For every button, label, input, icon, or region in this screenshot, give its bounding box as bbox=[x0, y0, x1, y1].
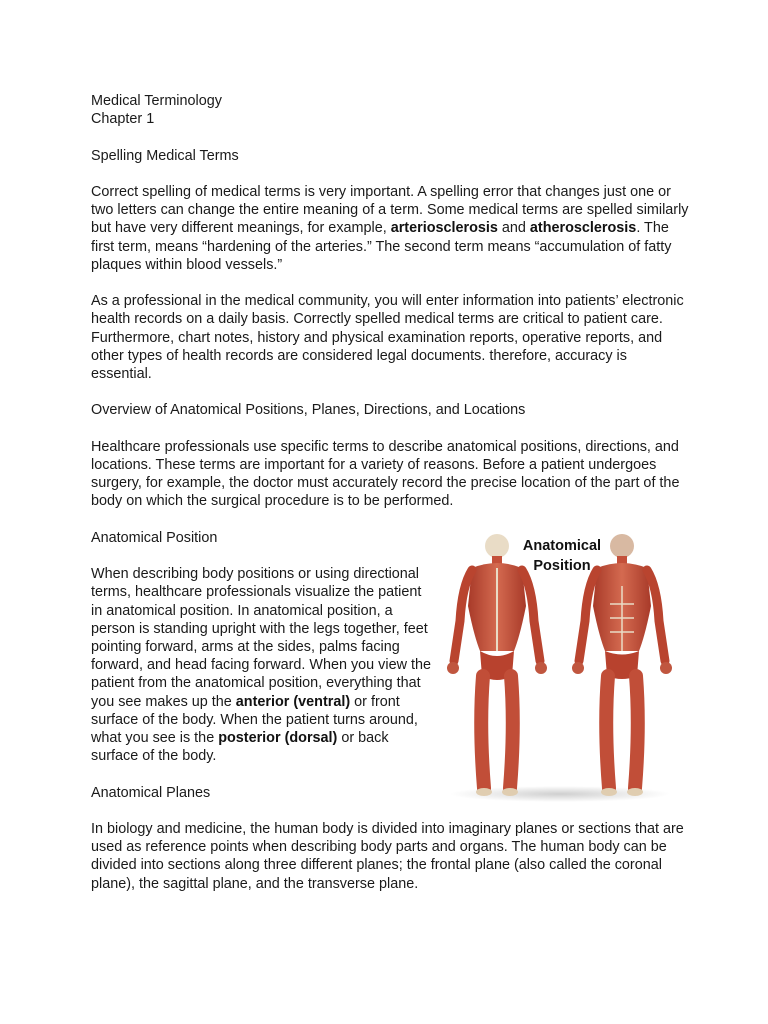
text-span: and bbox=[497, 220, 530, 237]
figure-label-line1: Anatomical bbox=[522, 538, 602, 554]
paragraph-anatomical-position bbox=[91, 565, 431, 765]
paragraph-spelling-1 bbox=[91, 183, 691, 274]
heading-anatomical-planes: Anatomical Planes bbox=[91, 784, 211, 801]
heading-spelling: Spelling Medical Terms bbox=[91, 147, 239, 164]
paragraph-spelling-2: As a professional in the medical community, you will enter information into patients’ electronic health records on a daily basis. Correctly spelled medical terms are critical to patient care. Furthermore, chart notes, history and physical examination reports, operative reports, and other types of health records are considered legal documents. therefore, accuracy is essential. bbox=[91, 293, 684, 382]
term-anterior: anterior (ventral) bbox=[235, 693, 351, 710]
paragraph-anatomical-planes: In biology and medicine, the human body is divided into imaginary planes or sections that are used as reference points when describing body parts and organs. The human body can be divided into sections along three different planes; the frontal plane (also called the coronal plane), the sagittal plane, and the transverse plane. bbox=[91, 820, 684, 892]
text-span: or back surface of the body. bbox=[91, 730, 389, 765]
chapter-title: Chapter 1 bbox=[91, 111, 155, 128]
term-atherosclerosis: atherosclerosis bbox=[529, 220, 637, 237]
figure-label bbox=[502, 536, 622, 576]
text-span: . The first term, means “hardening of the arteries.” The second term means “accumulation of fatty plaques within blood vessels.” bbox=[91, 220, 672, 273]
heading-anatomical-position: Anatomical Position bbox=[91, 529, 218, 546]
anatomical-position-figure bbox=[442, 526, 678, 802]
paragraph-overview: Healthcare professionals use specific terms to describe anatomical positions, directions, and locations. These terms are important for a variety of reasons. Before a patient undergoes surgery, for example, the doctor must accurately record the precise location of the part of the body on which the surgical procedure is to be performed. bbox=[91, 438, 680, 510]
figure-label-line2: Position bbox=[533, 558, 591, 574]
text-span: or front surface of the body. When the patient turns around, what you see is the bbox=[91, 693, 418, 746]
text-span: Correct spelling of medical terms is very important. A spelling error that changes just one or two letters can change the entire meaning of a term. Some medical terms are spelled similarly but have very different meanings, for example, bbox=[91, 183, 689, 237]
heading-overview: Overview of Anatomical Positions, Planes, Directions, and Locations bbox=[91, 402, 526, 419]
course-title: Medical Terminology bbox=[91, 93, 222, 109]
term-posterior: posterior (dorsal) bbox=[218, 730, 338, 746]
text-span: When describing body positions or using directional terms, healthcare professionals visualize the patient in anatomical position. In anatomical position, a person is standing upright with the legs together, feet pointing forward, arms at the sides, palms facing forward, and head facing forward. When you view the patient from the anatomical position, everything that you see makes up the bbox=[91, 566, 431, 710]
term-arteriosclerosis: arteriosclerosis bbox=[390, 220, 498, 237]
